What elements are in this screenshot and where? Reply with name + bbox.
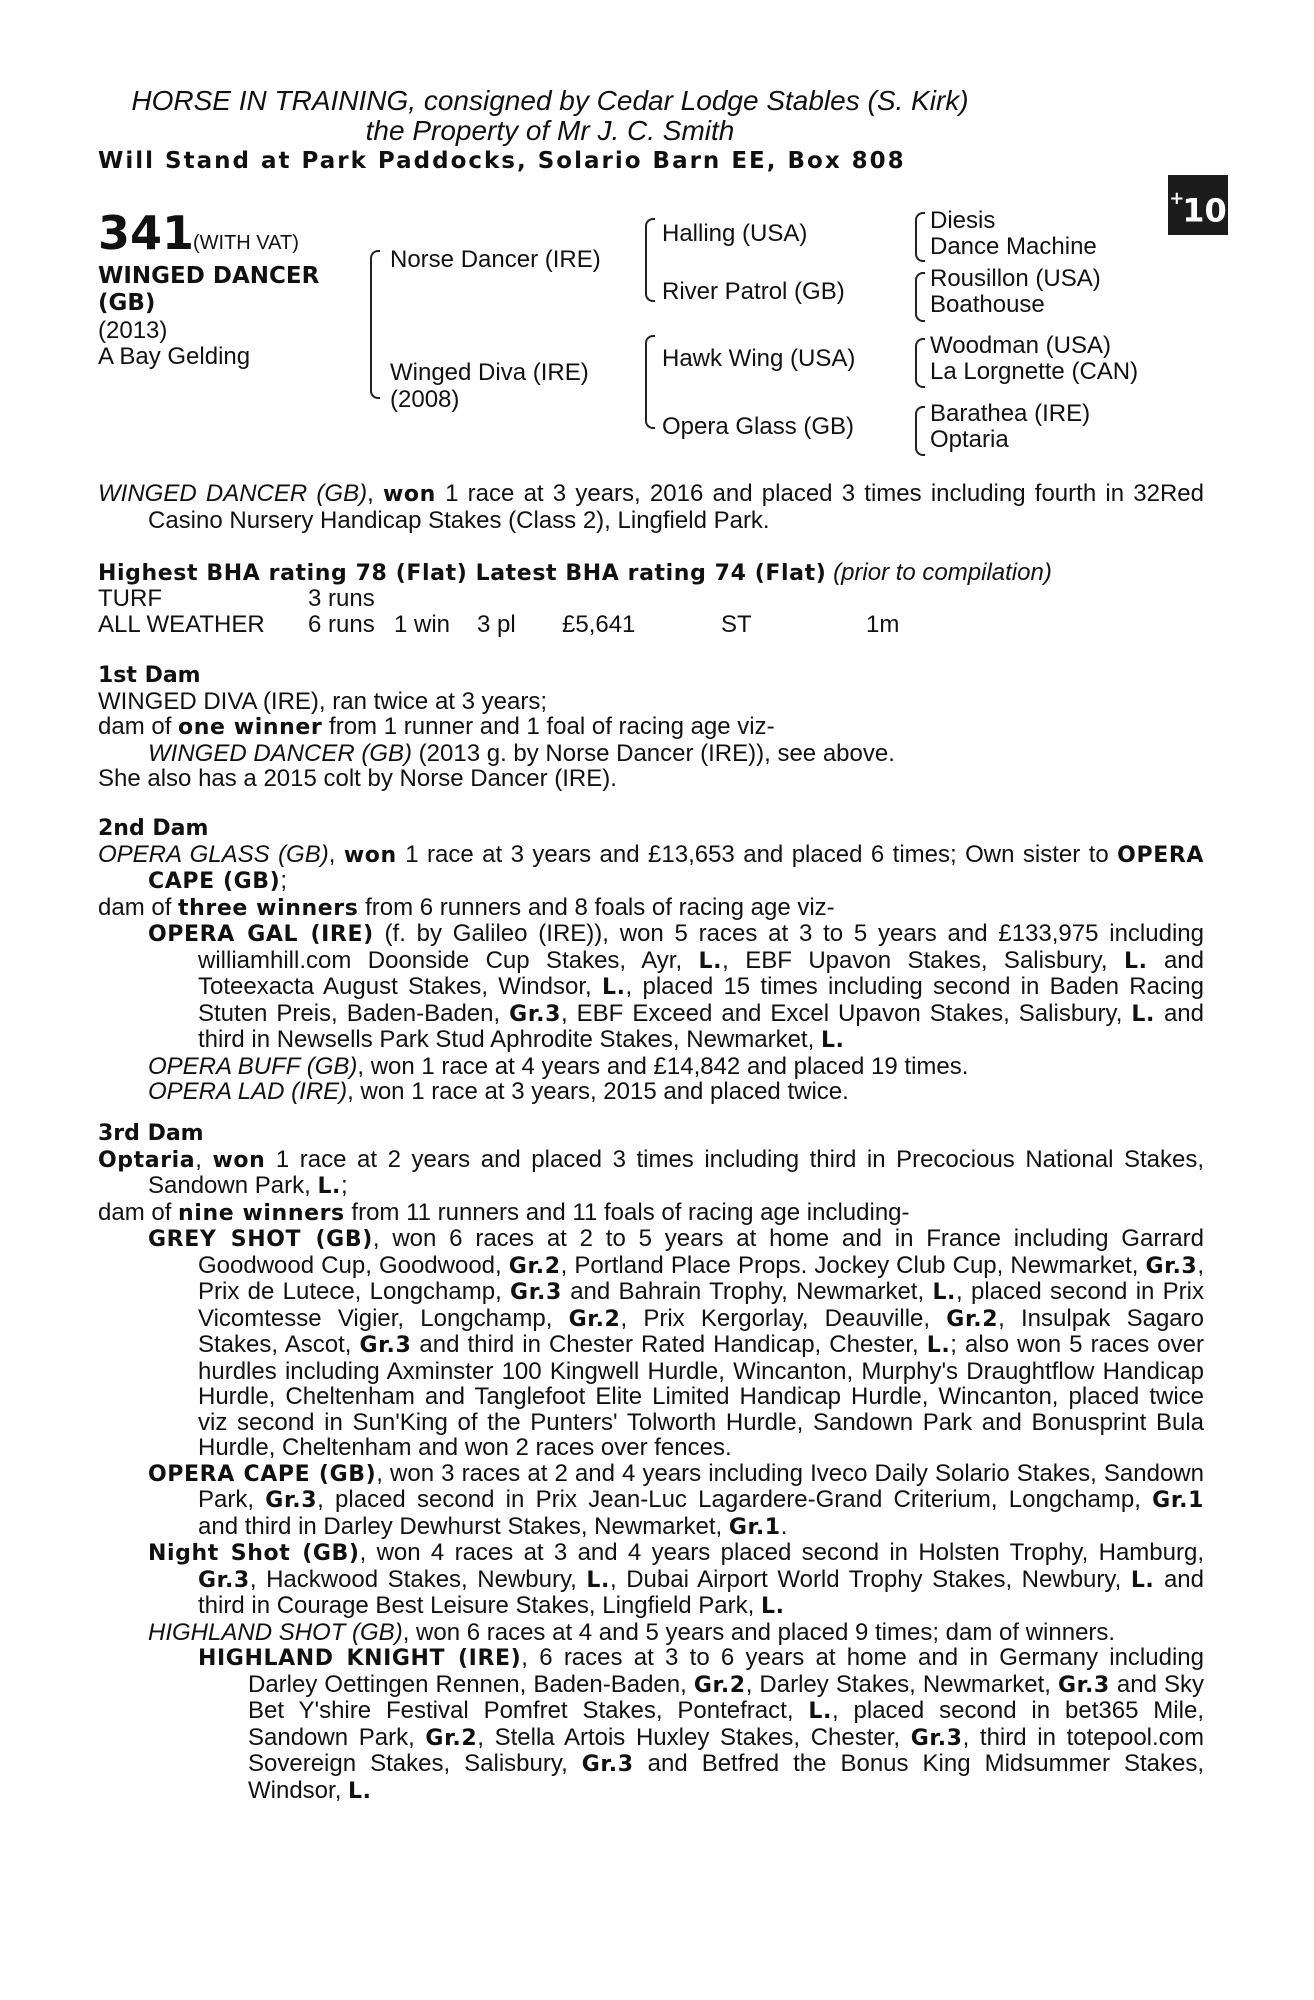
second-dam-title: 2nd Dam	[98, 816, 209, 841]
gs-t4: and Bahrain Trophy, Newmarket,	[561, 1278, 933, 1305]
horse-name	[98, 263, 319, 317]
grade-l: L.	[586, 1567, 610, 1593]
gs-t9: ; also won 5 races over hurdles including Axminster 100 Kingwell Hurdle, Wincanton, Murphy's Draughtflow Handicap Hurdle, Cheltenham and Tanglefoot Elite Limited Handicap Hurdle, Wincanton, placed twice viz second in Sun'King of the Punters' Tolworth Hurdle, Sandown Park and Bonusprint Bula Hurdle, Cheltenham and won 2 races over fences.	[198, 1331, 1204, 1461]
pedigree-dam-sire: Hawk Wing (USA)	[662, 345, 856, 372]
pedigree-dam-dam: Opera Glass (GB)	[662, 413, 855, 440]
opera-gal-t2: , EBF Upavon Stakes, Salisbury,	[722, 946, 1124, 974]
rating-section	[98, 560, 1204, 587]
opera-lad-text: , won 1 race at 3 years, 2015 and placed twice.	[347, 1078, 849, 1105]
third-dam-section: 3rd Dam Optaria, won 1 race at 2 years and placed 3 times including third in Precocious National Stakes, Sandown Park, L.; dam of nine winners from 11 runners and 11 foals of racing age including- GREY SHOT (GB), won 6 races at 2 to 5 years at home and in France including Garrard Goodwood Cup, Goodwood, Gr.2, Portland Place Props. Jockey Club Cup, Newmarket, Gr.3, Prix de Lutece, Longchamp, Gr.3 and Bahrain Trophy, Newmarket, L., placed second in Prix Vicomtesse Vigier, Longchamp, Gr.2, Prix Kergorlay, Deauville, Gr.2, Insulpak Sagaro Stakes, Ascot, Gr.3 and third in Chester Rated Handicap, Chester, L.; also won 5 races over hurdles including Axminster 100 Kingwell Hurdle, Wincanton, Murphy's Draughtflow Handicap Hurdle, Cheltenham and Tanglefoot Elite Limited Handicap Hurdle, Wincanton, placed twice viz second in Sun'King of the Punters' Tolworth Hurdle, Sandown Park and Bonusprint Bula Hurdle, Cheltenham and won 2 races over fences. OPERA CAPE (GB), won 3 races at 2 and 4 years including Iveco Daily Solario Stakes, Sandown Park, Gr.3, placed second in Prix Jean-Luc Lagardere-Grand Criterium, Longchamp, Gr.1 and third in Darley Dewhurst Stakes, Newmarket, Gr.1. Night Shot (GB), won 4 races at 3 and 4 years placed second in Holsten Trophy, Hamburg, Gr.3, Hackwood Stakes, Newbury, L., Dubai Airport World Trophy Stakes, Newbury, L. and third in Courage Best Leisure Stakes, Lingfield Park, L. HIGHLAND SHOT (GB), won 6 races at 4 and 5 years and placed 9 times; dam of winners. HIGHLAND KNIGHT (IRE), 6 races at 3 to 6 years at home and in Germany including Darley Oettingen Rennen, Baden-Baden, Gr.2, Darley Stakes, Newmarket, Gr.3 and Sky Bet Y'shire Festival Pomfret Stakes, Pontefract, L., placed second in bet365 Mile, Sandown Park, Gr.2, Stella Artois Huxley Stakes, Chester, Gr.3, third in totepool.com Sovereign Stakes, Salisbury, Gr.3 and Betfred the Bonus King Midsummer Stakes, Windsor, L.	[98, 1121, 1205, 1804]
pedigree-sire-dam: River Patrol (GB)	[662, 278, 845, 305]
highland-knight-name: HIGHLAND KNIGHT (IRE)	[198, 1646, 522, 1671]
hk-t6: , third in totepool.com Sovereign Stakes, Salisbury,	[248, 1723, 1205, 1777]
gs-t8: and third in Chester Rated Handicap, Chester,	[411, 1331, 927, 1358]
plus-icon: +	[1169, 188, 1185, 209]
pedigree-ddd: Optaria	[930, 426, 1009, 453]
rating-note: (prior to compilation)	[833, 559, 1052, 586]
grade-l: L.	[317, 1174, 342, 1199]
gs-t5: , placed second in Prix Vicomtesse Vigier, Longchamp,	[198, 1278, 1204, 1332]
opera-buff-text: , won 1 race at 4 years and £14,842 and placed 19 times.	[357, 1052, 969, 1080]
grade-g3: Gr.3	[359, 1333, 412, 1358]
oc-t3: and third in Darley Dewhurst Stakes, Newmarket,	[198, 1512, 729, 1540]
brace-dd	[915, 406, 925, 456]
gs-t1: , won 6 races at 2 to 5 years at home and in France including Garrard Goodwood Cup, Goodwood,	[198, 1225, 1204, 1279]
grade-g3: Gr.3	[910, 1725, 963, 1751]
pedigree-dam-year: (2008)	[390, 386, 460, 413]
opera-gal-t3: and Toteexacta August Stakes, Windsor,	[198, 946, 1204, 1000]
turf-runs: 3 runs	[308, 585, 375, 612]
ns-t1: , won 4 races at 3 and 4 years placed second in Holsten Trophy, Hamburg,	[359, 1539, 1204, 1566]
first-dam-title: 1st Dam	[98, 663, 201, 688]
pedigree-ssd: Dance Machine	[930, 233, 1097, 260]
brace-sire-line	[645, 218, 655, 302]
grade-g2: Gr.2	[693, 1672, 746, 1698]
first-dam-line1: WINGED DIVA (IRE), ran twice at 3 years;	[98, 687, 547, 715]
lot-number: 341	[98, 206, 195, 260]
hk-t5: , Stella Artois Huxley Stakes, Chester,	[477, 1723, 911, 1751]
aw-going: ST	[721, 611, 752, 638]
brace-sire-dam	[370, 250, 380, 399]
first-dam-line4: She also has a 2015 colt by Norse Dancer (IRE).	[98, 765, 617, 792]
brace-sd	[915, 272, 925, 322]
highland-shot-name: HIGHLAND SHOT (GB)	[148, 1618, 403, 1646]
vat-badge	[1168, 175, 1228, 235]
first-dam-section	[98, 663, 1204, 792]
grade-l: L.	[808, 1699, 832, 1724]
pedigree-dam: Winged Diva (IRE)	[390, 359, 589, 386]
hk-t3: and Sky Bet Y'shire Festival Pomfret Stakes, Pontefract,	[248, 1670, 1205, 1724]
grade-l: L.	[932, 1280, 957, 1305]
second-dam-l2a: dam of	[98, 893, 179, 921]
grade-g3: Gr.3	[509, 1001, 561, 1027]
opera-gal-t6: and third in Newsells Park Stud Aphrodite Stakes, Newmarket,	[198, 999, 1204, 1053]
aw-runs: 6 runs	[308, 611, 375, 638]
grade-l: L.	[698, 948, 723, 974]
grade-g3: Gr.3	[198, 1567, 250, 1593]
oc-t2: , placed second in Prix Jean-Luc Lagardere-Grand Criterium, Longchamp,	[317, 1486, 1153, 1513]
third-dam-text: 1 race at 2 years and placed 3 times including third in Precocious National Stakes, Sandown Park,	[148, 1145, 1204, 1199]
highland-knight-entry	[98, 1645, 1204, 1804]
pedigree-dds: Barathea (IRE)	[930, 400, 1091, 427]
pedigree-sds: Rousillon (USA)	[930, 265, 1101, 292]
turf-label: TURF	[98, 585, 162, 612]
grade-l: L.	[1123, 948, 1148, 974]
summary-horse: WINGED DANCER (GB)	[98, 480, 368, 507]
badge-number: 10	[1182, 191, 1227, 230]
grade-l: L.	[1130, 1567, 1155, 1593]
oc-t1: , won 3 races at 2 and 4 years including Iveco Daily Solario Stakes, Sandown Park,	[198, 1459, 1204, 1513]
third-dam-won: won	[212, 1147, 266, 1173]
third-dam-name: Optaria	[98, 1147, 196, 1173]
first-dam-winners: one winner	[178, 715, 323, 740]
brace-ds	[915, 338, 925, 388]
first-dam-l2a: dam of	[98, 713, 179, 740]
brace-ss	[915, 212, 925, 262]
third-dam-l2c: from 11 runners and 11 foals of racing age including-	[344, 1198, 910, 1226]
gs-t7: , Insulpak Sagaro Stakes, Ascot,	[198, 1304, 1204, 1358]
hk-t7: and Betfred the Bonus King Midsummer Stakes, Windsor,	[248, 1750, 1204, 1804]
grade-l: L.	[926, 1333, 951, 1358]
grey-shot-name: GREY SHOT (GB)	[148, 1227, 373, 1252]
grade-g3: Gr.3	[265, 1488, 318, 1513]
aw-distance: 1m	[866, 611, 900, 638]
hk-t1: , 6 races at 3 to 6 years at home and in Germany including Darley Oettingen Rennen, Baden-Baden,	[248, 1644, 1204, 1698]
header-owner: the Property of Mr J. C. Smith	[365, 115, 735, 146]
opera-gal-t5: , EBF Exceed and Excel Upavon Stakes, Salisbury,	[561, 999, 1132, 1027]
summary-text: 1 race at 3 years, 2016 and placed 3 times including fourth in 32Red Casino Nursery Handicap Stakes (Class 2), Lingfield Park.	[148, 480, 1204, 534]
opera-cape-name: OPERA CAPE (GB)	[148, 1461, 377, 1487]
grade-l: L.	[601, 975, 626, 1000]
second-dam-won: won	[343, 842, 397, 868]
grade-g3: Gr.3	[1058, 1672, 1110, 1698]
vat-label: (WITH VAT)	[193, 232, 299, 254]
opera-cape-entry: OPERA CAPE (GB), won 3 races at 2 and 4 years including Iveco Daily Solario Stakes, Sandown Park, Gr.3, placed second in Prix Jean-Luc Lagardere-Grand Criterium, Longchamp, Gr.1 and third in Darley Dewhurst Stakes, Newmarket, Gr.1.	[148, 1459, 1205, 1540]
brace-dam-line	[645, 335, 655, 429]
grade-g3: Gr.3	[581, 1752, 634, 1777]
summary-won: won	[382, 482, 436, 507]
gs-t3: , Prix de Lutece, Longchamp,	[198, 1251, 1205, 1305]
hk-t2: , Darley Stakes, Newmarket,	[745, 1670, 1058, 1698]
gs-t6: , Prix Kergorlay, Deauville,	[620, 1304, 947, 1332]
grade-g1: Gr.1	[1152, 1488, 1205, 1513]
pedigree-sire-sire: Halling (USA)	[662, 220, 808, 247]
grade-g2: Gr.2	[425, 1725, 478, 1751]
pedigree-sss: Diesis	[930, 207, 996, 234]
stand-location: Will Stand at Park Paddocks, Solario Barn EE, Box 808	[98, 148, 906, 174]
grade-g2: Gr.2	[568, 1306, 621, 1332]
first-dam-foal-desc: (2013 g. by Norse Dancer (IRE)), see above.	[412, 739, 895, 767]
night-shot-name: Night Shot (GB)	[148, 1541, 360, 1566]
horse-description: A Bay Gelding	[98, 343, 251, 370]
night-shot-entry	[98, 1540, 1204, 1620]
opera-buff-name: OPERA BUFF (GB)	[148, 1052, 358, 1080]
opera-lad-name: OPERA LAD (IRE)	[148, 1078, 348, 1105]
third-dam-winners: nine winners	[178, 1200, 345, 1226]
opera-gal-t1: (f. by Galileo (IRE)), won 5 races at 3 to 5 years and £133,975 including williamhill.com Doonside Cup Stakes, Ayr,	[198, 920, 1204, 974]
gs-t2: , Portland Place Props. Jockey Club Cup, Newmarket,	[560, 1251, 1146, 1279]
pedigree-sdd: Boathouse	[930, 291, 1045, 318]
highland-shot-entry	[98, 1620, 1204, 1646]
race-summary: WINGED DANCER (GB), won 1 race at 3 years, 2016 and placed 3 times including fourth in 32Red Casino Nursery Handicap Stakes (Class 2), Lingfield Park.	[98, 480, 1204, 534]
grade-g2: Gr.2	[508, 1253, 561, 1279]
grade-g3: Gr.3	[510, 1280, 562, 1305]
pedigree-dsd: La Lorgnette (CAN)	[930, 358, 1139, 385]
second-dam-name: OPERA GLASS (GB)	[98, 840, 329, 868]
aw-prize: £5,641	[562, 611, 636, 638]
grade-l: L.	[348, 1778, 372, 1804]
second-dam-text: 1 race at 3 years and £13,653 and placed 6 times; Own sister to	[396, 840, 1118, 868]
horse-name-line2: (GB)	[98, 290, 156, 316]
header-consignor: HORSE IN TRAINING, consigned by Cedar Lodge Stables (S. Kirk)	[131, 85, 969, 116]
grey-shot-entry	[98, 1226, 1204, 1461]
opera-gal-t4: , placed 15 times including second in Baden Racing Stuten Preis, Baden-Baden,	[198, 973, 1205, 1027]
grade-g2: Gr.2	[946, 1306, 999, 1332]
pedigree-dss: Woodman (USA)	[930, 332, 1111, 359]
pedigree-sire: Norse Dancer (IRE)	[390, 246, 601, 273]
second-dam-section: 2nd Dam OPERA GLASS (GB), won 1 race at 3 years and £13,653 and placed 6 times; Own sister to OPERA CAPE (GB); dam of three winners from 6 runners and 8 foals of racing age viz- OPERA GAL (IRE) (f. by Galileo (IRE)), won 5 races at 3 to 5 years and £133,975 including williamhill.com Doonside Cup Stakes, Ayr, L., EBF Upavon Stakes, Salisbury, L. and Toteexacta August Stakes, Windsor, L., placed 15 times including second in Baden Racing Stuten Preis, Baden-Baden, Gr.3, EBF Exceed and Excel Upavon Stakes, Salisbury, L. and third in Newsells Park Stud Aphrodite Stakes, Newmarket, L. OPERA BUFF (GB), won 1 race at 4 years and £14,842 and placed 19 times. OPERA LAD (IRE), won 1 race at 3 years, 2015 and placed twice.	[98, 816, 1205, 1105]
first-dam-foal: WINGED DANCER (GB)	[148, 739, 412, 767]
grade-l: L.	[820, 1028, 845, 1053]
ns-t2: , Hackwood Stakes, Newbury,	[249, 1565, 587, 1593]
second-dam-sister: OPERA CAPE (GB)	[148, 842, 1204, 894]
hs-text: , won 6 races at 4 and 5 years and placed 9 times; dam of winners.	[402, 1618, 1116, 1646]
second-dam-winners: three winners	[178, 895, 359, 921]
grade-g3: Gr.3	[1145, 1253, 1198, 1279]
hk-t4: , placed second in bet365 Mile, Sandown Park,	[248, 1697, 1204, 1751]
horse-name-line1: WINGED DANCER	[98, 263, 320, 289]
aw-placed: 3 pl	[477, 611, 516, 638]
rating-bold: Highest BHA rating 78 (Flat) Latest BHA rating 74 (Flat)	[98, 561, 827, 586]
ns-t3: , Dubai Airport World Trophy Stakes, Newbury,	[609, 1565, 1131, 1593]
aw-label: ALL WEATHER	[98, 611, 265, 638]
foaled-year: (2013)	[98, 317, 168, 344]
third-dam-title: 3rd Dam	[98, 1121, 204, 1146]
opera-gal-name: OPERA GAL (IRE)	[148, 922, 374, 947]
second-dam-l2c: from 6 runners and 8 foals of racing age viz-	[358, 893, 835, 921]
aw-win: 1 win	[394, 611, 451, 638]
grade-l: L.	[760, 1594, 785, 1619]
grade-g1: Gr.1	[728, 1514, 781, 1540]
grade-l: L.	[1131, 1001, 1155, 1027]
first-dam-l2c: from 1 runner and 1 foal of racing age viz-	[322, 713, 775, 740]
third-dam-l2a: dam of	[98, 1198, 179, 1226]
ns-t4: and third in Courage Best Leisure Stakes, Lingfield Park,	[198, 1565, 1204, 1619]
